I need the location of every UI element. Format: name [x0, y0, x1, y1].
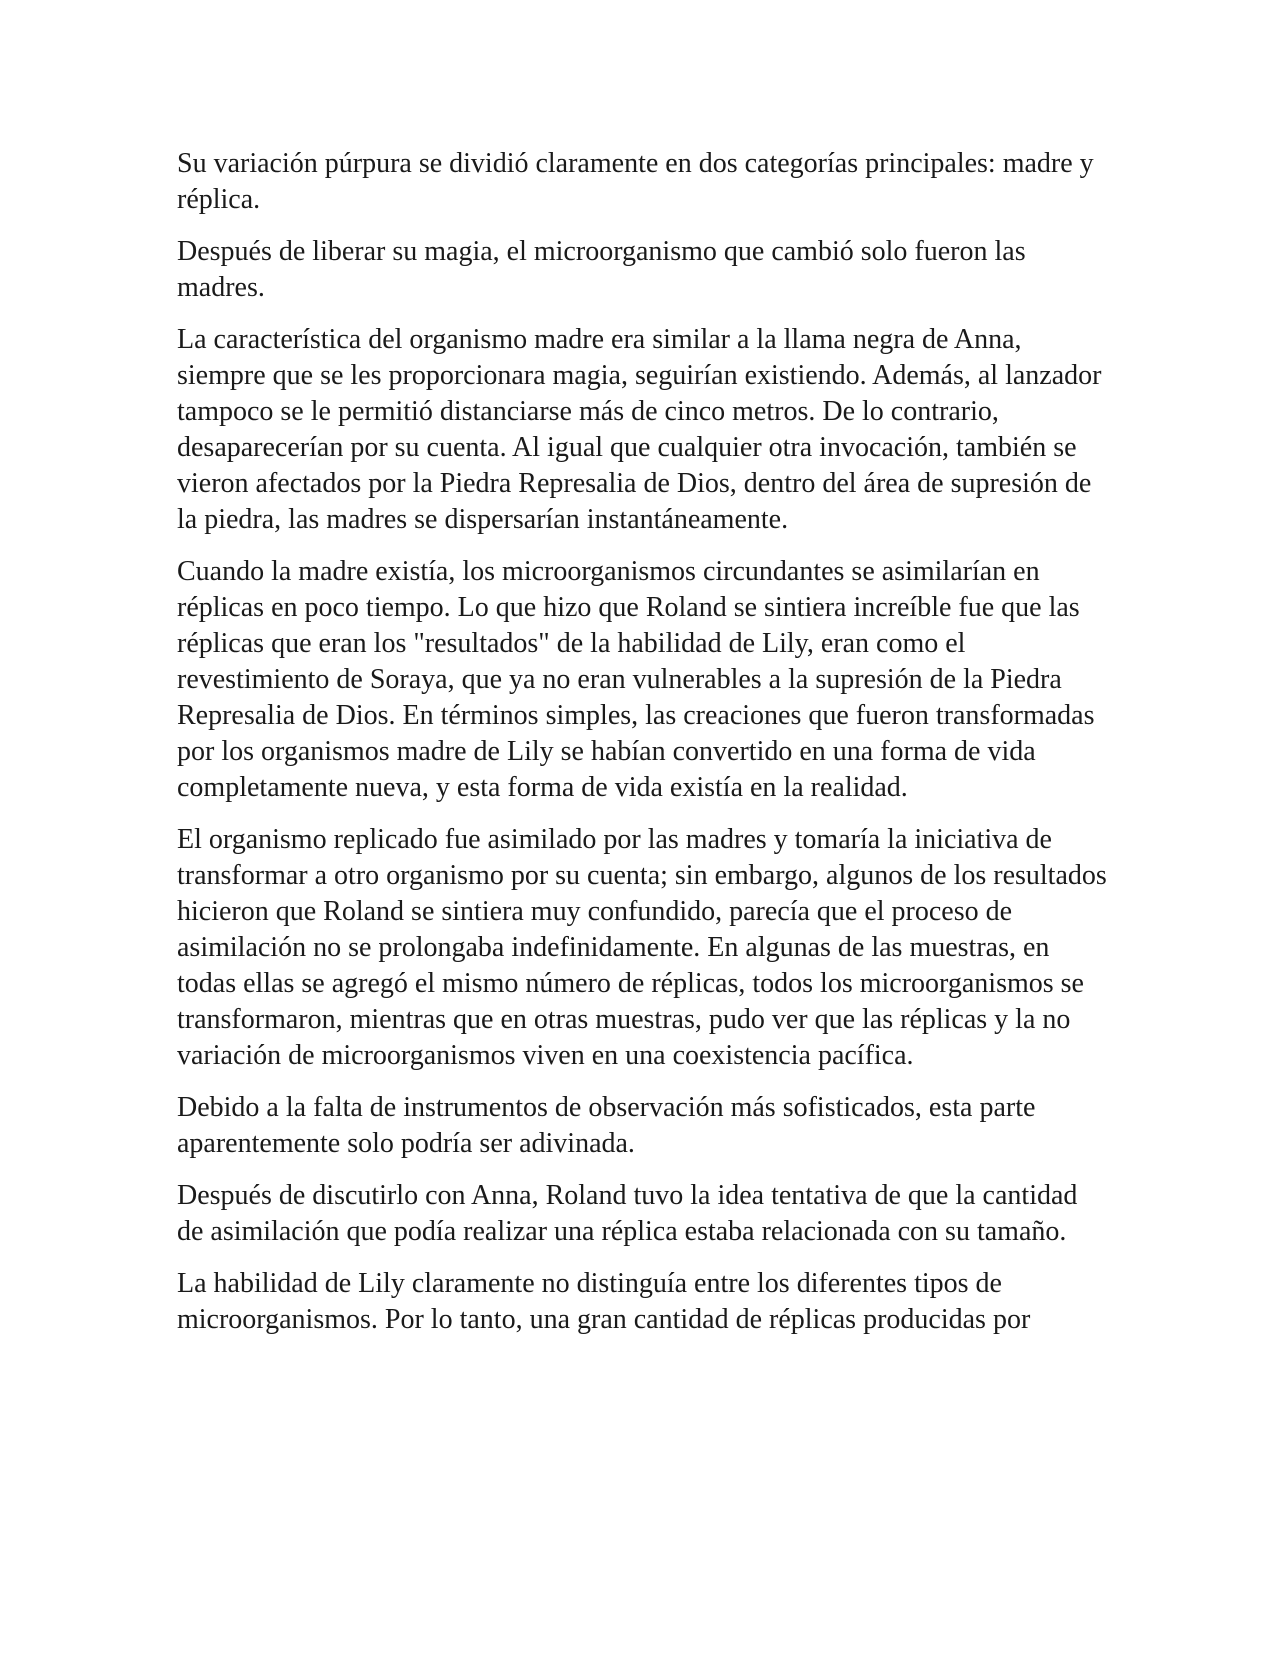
- paragraph: Después de liberar su magia, el microorganismo que cambió solo fueron las madres.: [177, 236, 1026, 303]
- paragraph: Debido a la falta de instrumentos de observación más sofisticados, esta parte aparentemente solo podría ser adivinada.: [177, 1092, 1036, 1159]
- paragraph: Después de discutirlo con Anna, Roland tuvo la idea tentativa de que la cantidad de asimilación que podía realizar una réplica estaba relacionada con su tamaño.: [177, 1180, 1078, 1247]
- document-body: [177, 146, 1107, 1354]
- paragraph: La habilidad de Lily claramente no distinguía entre los diferentes tipos de microorganismos. Por lo tanto, una gran cantidad de réplicas producidas por: [177, 1268, 1031, 1335]
- paragraph: Su variación púrpura se dividió claramente en dos categorías principales: madre y réplica.: [177, 148, 1094, 215]
- paragraph: El organismo replicado fue asimilado por las madres y tomaría la iniciativa de transformar a otro organismo por su cuenta; sin embargo, algunos de los resultados hicieron que Roland se sintiera muy confundido, parecía que el proceso de asimilación no se prolongaba indefinidamente. En algunas de las muestras, en todas ellas se agregó el mismo número de réplicas, todos los microorganismos se transformaron, mientras que en otras muestras, pudo ver que las réplicas y la no variación de microorganismos viven en una coexistencia pacífica.: [177, 824, 1107, 1071]
- paragraph: Cuando la madre existía, los microorganismos circundantes se asimilarían en réplicas en poco tiempo. Lo que hizo que Roland se sintiera increíble fue que las réplicas que eran los "resultados" de la habilidad de Lily, eran como el revestimiento de Soraya, que ya no eran vulnerables a la supresión de la Piedra Represalia de Dios. En términos simples, las creaciones que fueron transformadas por los organismos madre de Lily se habían convertido en una forma de vida completamente nueva, y esta forma de vida existía en la realidad.: [177, 556, 1095, 803]
- paragraph: La característica del organismo madre era similar a la llama negra de Anna, siempre que se les proporcionara magia, seguirían existiendo. Además, al lanzador tampoco se le permitió distanciarse más de cinco metros. De lo contrario, desaparecerían por su cuenta. Al igual que cualquier otra invocación, también se vieron afectados por la Piedra Represalia de Dios, dentro del área de supresión de la piedra, las madres se dispersarían instantáneamente.: [177, 324, 1102, 535]
